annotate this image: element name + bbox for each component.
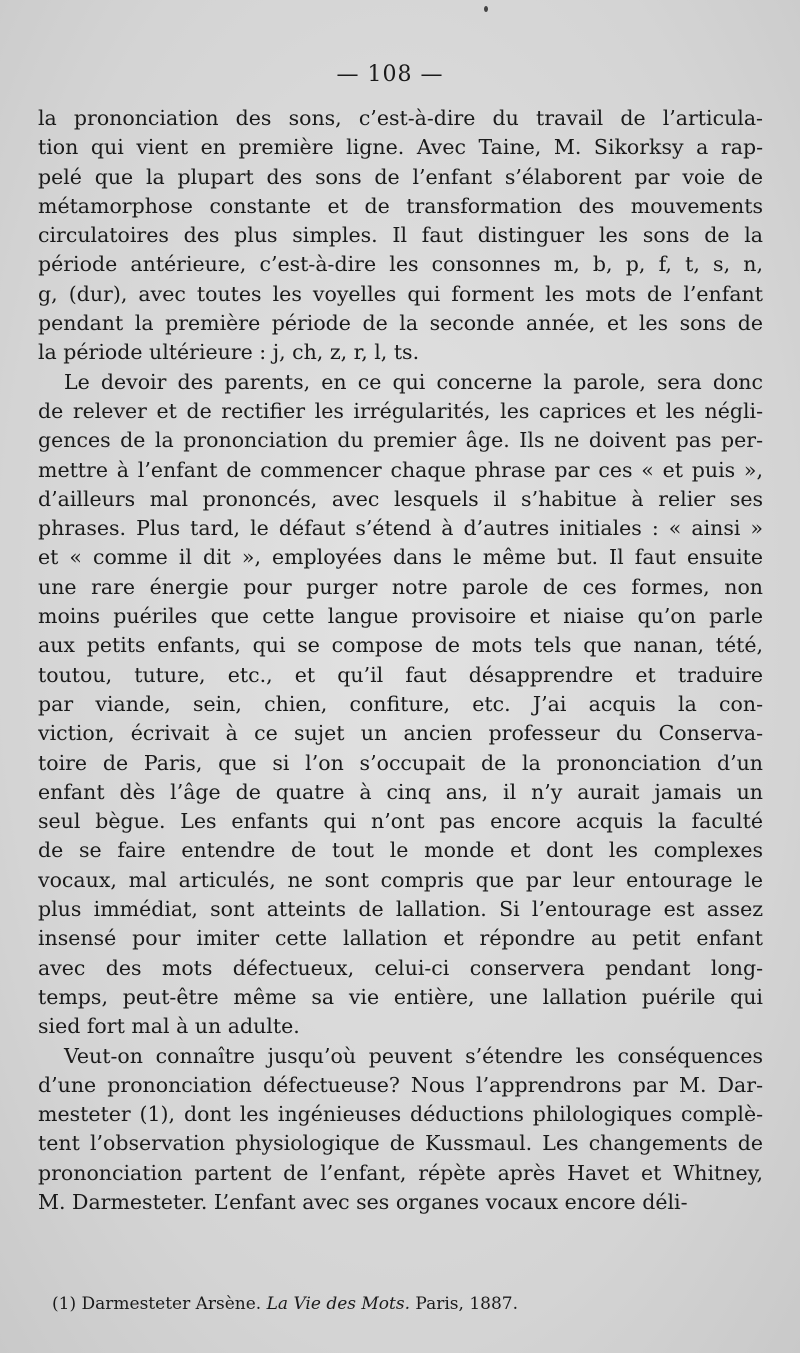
text-line: viction, écrivait à ce sujet un ancien professeur du Conserva- [38,721,763,746]
text-line: moins puériles que cette langue provisoire et niaise qu’on parle [38,604,763,629]
text-line: tent l’observation physiologique de Kussmaul. Les changements de [38,1131,763,1156]
text-line: enfant dès l’âge de quatre à cinq ans, il n’y aurait jamais un [38,779,763,804]
text-line: la période ultérieure : j, ch, z, r, l, ts. [38,340,420,365]
text-line: Veut-on connaître jusqu’où peuvent s’étendre les conséquences [64,1043,763,1068]
text-line: tion qui vient en première ligne. Avec Taine, M. Sikorksy a rap- [38,135,763,160]
text-line: et « comme il dit », employées dans le même but. Il faut ensuite [38,545,763,570]
text-line: par viande, sein, chien, confiture, etc. J’ai acquis la con- [38,691,763,716]
text-line: toire de Paris, que si l’on s’occupait de la prononciation d’un [38,750,763,775]
page-number: — 108 — [336,62,444,87]
text-line: de relever et de rectifier les irrégularités, les caprices et les négli- [38,398,763,423]
text-line: vocaux, mal articulés, ne sont compris que par leur entourage le [38,867,763,892]
text-line: métamorphose constante et de transformation des mouvements [38,193,763,218]
text-line: insensé pour imiter cette lallation et répondre au petit enfant [38,926,763,951]
text-line: une rare énergie pour purger notre parole de ces formes, non [38,574,763,599]
text-line: temps, peut-être même sa vie entière, une lallation puérile qui [38,984,763,1009]
paragraph [38,1042,763,1218]
text-line: avec des mots défectueux, celui-ci conservera pendant long- [38,955,763,980]
paragraph [38,368,763,1042]
text-line: période antérieure, c’est-à-dire les consonnes m, b, p, f, t, s, n, [38,252,763,277]
text-line: d’ailleurs mal prononcés, avec lesquels il s’habitue à relier ses [38,486,763,511]
text-line: pendant la première période de la seconde année, et les sons de [38,311,763,336]
paragraph [38,104,763,368]
text-line: g, (dur), avec toutes les voyelles qui forment les mots de l’enfant [38,281,763,306]
body-text [38,104,763,1217]
ink-speck [484,6,488,12]
text-line: seul bègue. Les enfants qui n’ont pas encore acquis la faculté [38,809,763,834]
footnote [52,1294,518,1314]
footnote-author: Darmesteter Arsène. [81,1294,262,1314]
text-line: Le devoir des parents, en ce qui concerne la parole, sera donc [64,369,763,394]
text-line: d’une prononciation défectueuse? Nous l’apprendrons par M. Dar- [38,1072,763,1097]
text-line: la prononciation des sons, c’est-à-dire du travail de l’articula- [38,106,763,130]
footnote-title: La Vie des Mots. [266,1294,411,1314]
text-line: prononciation partent de l’enfant, répète après Havet et Whitney, [38,1160,763,1185]
text-line: mesteter (1), dont les ingénieuses déductions philologiques complè- [38,1102,763,1127]
footnote-marker: (1) [52,1294,77,1314]
text-line: circulatoires des plus simples. Il faut distinguer les sons de la [38,223,763,248]
text-line: aux petits enfants, qui se compose de mots tels que nanan, tété, [38,633,763,658]
text-line: plus immédiat, sont atteints de lallation. Si l’entourage est assez [38,897,763,922]
text-line: pelé que la plupart des sons de l’enfant s’élaborent par voie de [38,164,763,189]
footnote-place-date: Paris, 1887. [415,1294,518,1314]
text-line: de se faire entendre de tout le monde et dont les complexes [38,838,763,863]
text-line: gences de la prononciation du premier âge. Ils ne doivent pas per- [38,428,763,453]
text-line: sied fort mal à un adulte. [38,1014,300,1039]
text-line: mettre à l’enfant de commencer chaque phrase par ces « et puis », [38,457,763,482]
text-line: phrases. Plus tard, le défaut s’étend à d’autres initiales : « ainsi » [38,516,763,541]
text-line: toutou, tuture, etc., et qu’il faut désapprendre et traduire [38,662,763,687]
text-line: M. Darmesteter. L’enfant avec ses organes vocaux encore déli- [38,1189,688,1214]
